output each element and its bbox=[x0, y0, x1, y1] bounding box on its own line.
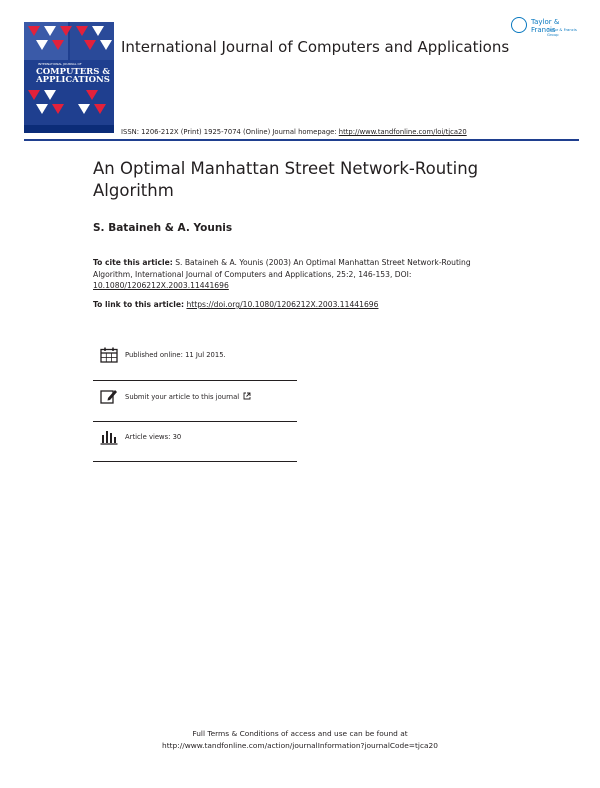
submit-article-text: Submit your article to this journal bbox=[125, 393, 240, 401]
calendar-icon bbox=[100, 347, 118, 363]
info-divider bbox=[93, 380, 297, 381]
article-link-block bbox=[93, 300, 513, 309]
submit-article-link[interactable] bbox=[125, 392, 251, 401]
terms-text: Full Terms & Conditions of access and use can be found at bbox=[192, 729, 408, 738]
issn-line bbox=[121, 128, 467, 136]
terms-url-link[interactable]: http://www.tandfonline.com/action/journalInformation?journalCode=tjca20 bbox=[162, 741, 438, 750]
journal-cover bbox=[24, 22, 114, 133]
submit-row[interactable] bbox=[100, 388, 300, 404]
publisher-logo-icon bbox=[511, 17, 527, 33]
citation-block bbox=[93, 257, 493, 292]
bar-chart-icon bbox=[100, 429, 118, 445]
publisher-logo bbox=[511, 17, 586, 37]
cover-footer-band bbox=[24, 125, 114, 133]
cover-kicker: INTERNATIONAL JOURNAL OF bbox=[38, 62, 82, 66]
citation-doi-link[interactable]: 10.1080/1206212X.2003.11441696 bbox=[93, 281, 229, 290]
info-divider bbox=[93, 421, 297, 422]
cover-title bbox=[34, 68, 112, 84]
article-doi-url-link[interactable]: https://doi.org/10.1080/1206212X.2003.11441696 bbox=[186, 300, 379, 309]
cover-title-line1: COMPUTERS & bbox=[35, 67, 111, 77]
info-divider bbox=[93, 461, 297, 462]
published-online-text: Published online: 11 Jul 2015. bbox=[125, 351, 226, 359]
edit-icon bbox=[100, 388, 118, 404]
issn-text: ISSN: 1206-212X (Print) 1925-7074 (Online) Journal homepage: bbox=[121, 128, 337, 136]
article-views-text: Article views: 30 bbox=[125, 433, 182, 441]
views-row bbox=[100, 429, 300, 445]
publisher-logo-text: Taylor & Francis bbox=[531, 18, 560, 34]
journal-title: International Journal of Computers and Applications bbox=[121, 38, 510, 56]
citation-text: S. Bataineh & A. Younis (2003) An Optimal Manhattan Street Network-Routing Algorithm, International Journal of Computers and Applications, 25:2, 146-153, DOI: bbox=[93, 258, 471, 279]
terms-footer bbox=[0, 728, 600, 752]
journal-homepage-link[interactable]: http://www.tandfonline.com/loi/tjca20 bbox=[338, 128, 467, 136]
header-divider bbox=[24, 139, 579, 141]
article-authors: S. Bataineh & A. Younis bbox=[93, 222, 233, 234]
article-title: An Optimal Manhattan Street Network-Routing Algorithm bbox=[93, 159, 479, 200]
cover-title-line2: APPLICATIONS bbox=[36, 75, 110, 85]
published-row bbox=[100, 347, 300, 363]
citation-label: To cite this article: bbox=[93, 258, 173, 267]
article-link-label: To link to this article: bbox=[93, 300, 185, 309]
publisher-logo-subtext: Taylor & Francis Group bbox=[547, 27, 577, 37]
external-link-icon bbox=[243, 392, 251, 400]
